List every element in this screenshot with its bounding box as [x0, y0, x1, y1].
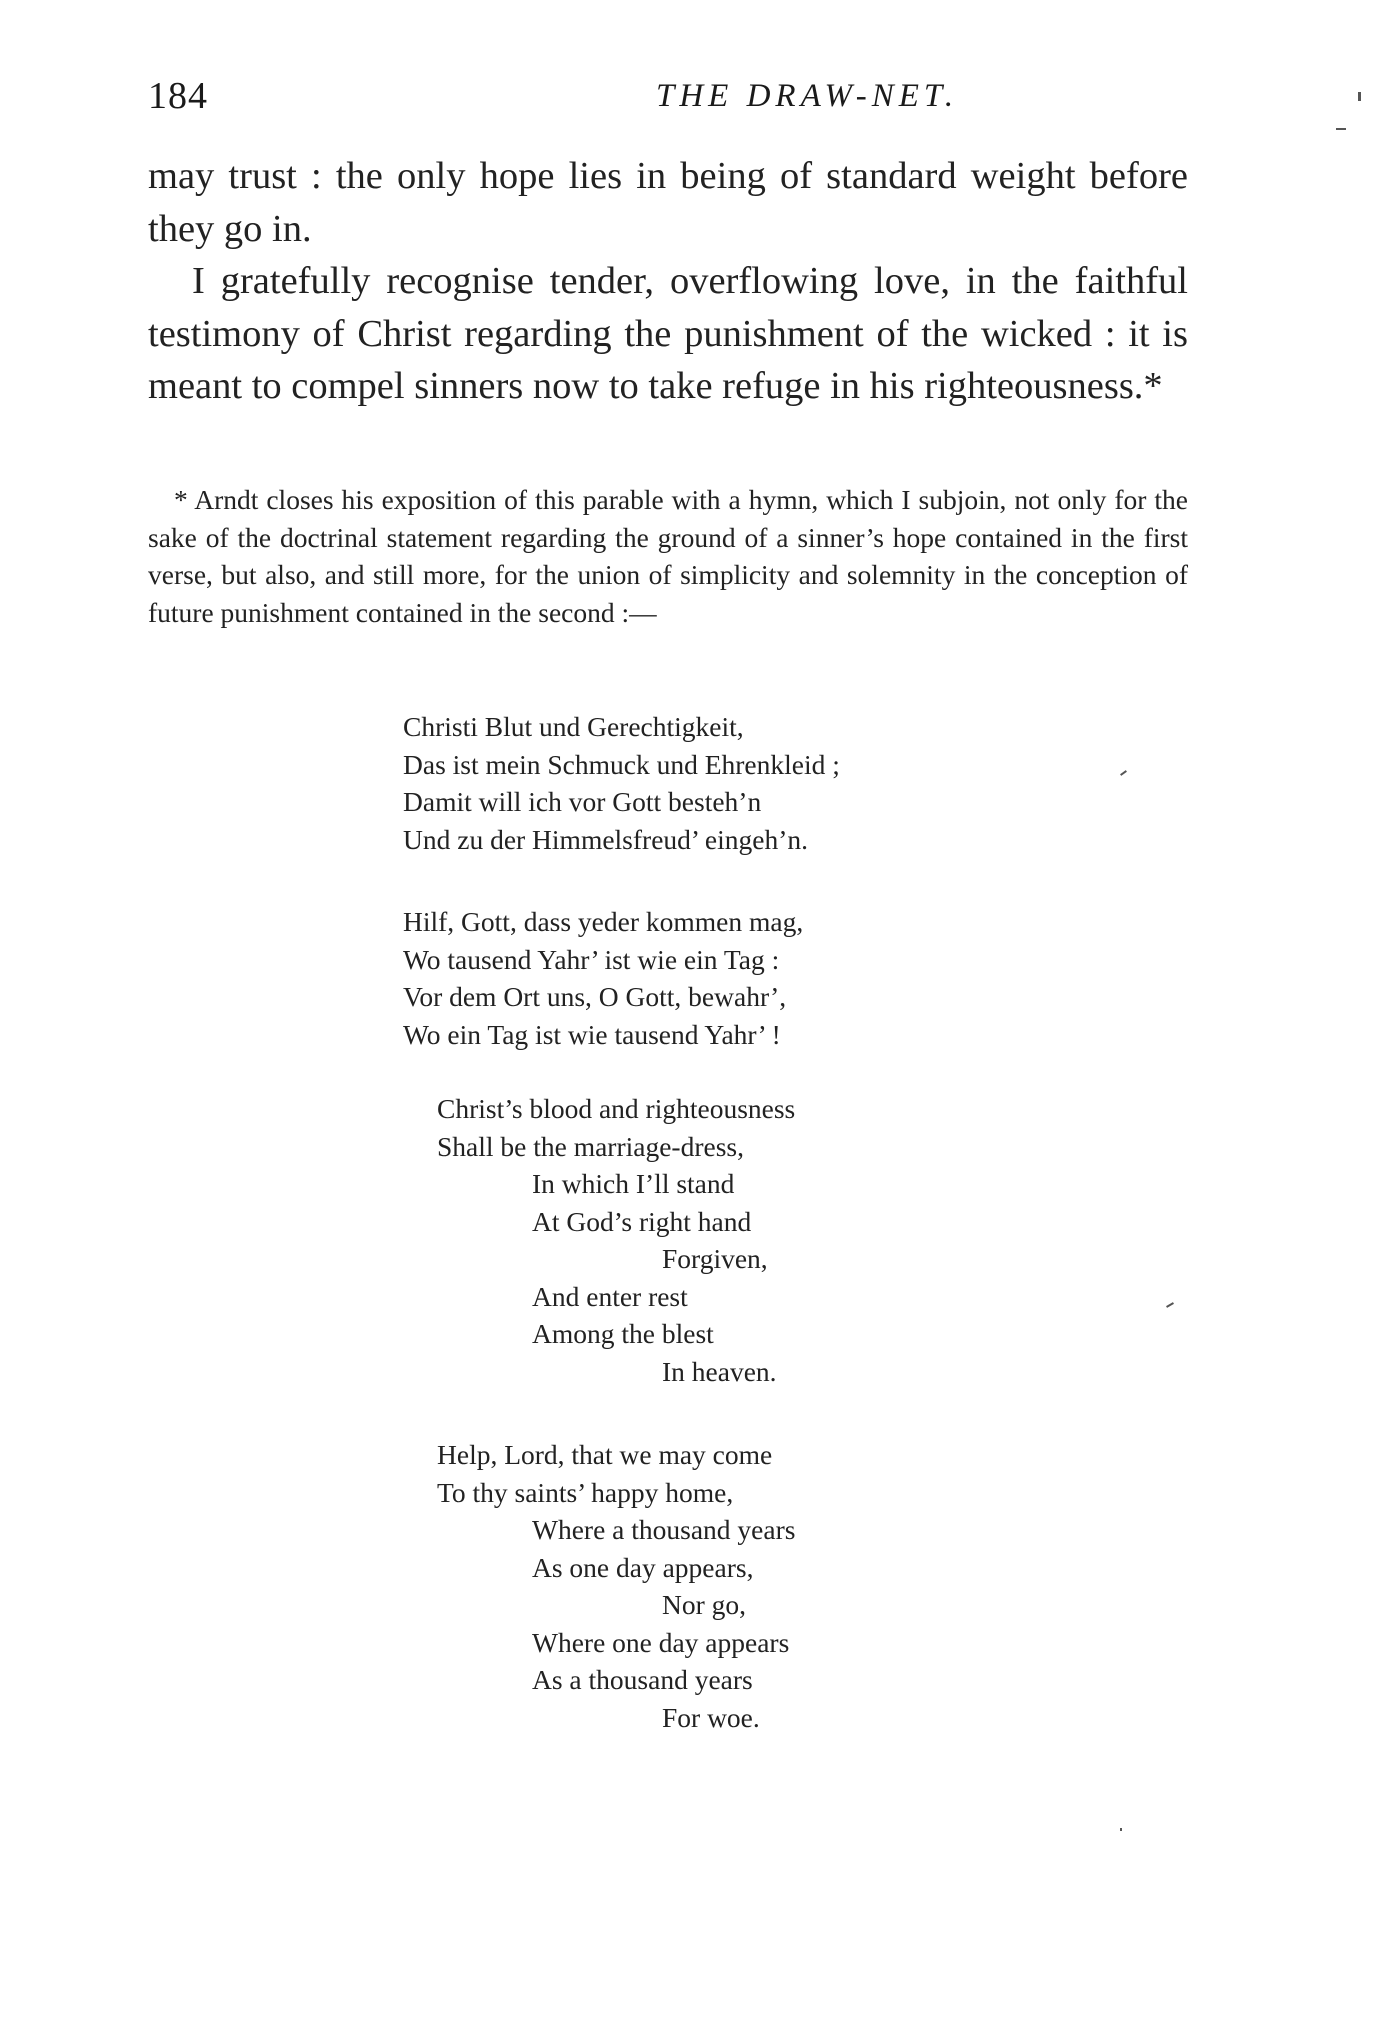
poem-line: Damit will ich vor Gott besteh’n	[403, 786, 762, 817]
german-stanza-1	[403, 708, 840, 858]
poem-line: Christ’s blood and righteousness	[437, 1093, 796, 1124]
poem-line: At God’s right hand	[532, 1205, 752, 1237]
scan-speck	[1120, 1828, 1122, 1831]
main-text	[148, 150, 1188, 413]
paragraph: I gratefully recognise tender, overflowing love, in the faithful testimony of Christ regarding the punishment of the wicked : it is meant to compel sinners now to take refuge in his righteousness.*	[148, 260, 1188, 407]
scan-speck	[1358, 92, 1361, 101]
poem-line: Among the blest	[532, 1318, 714, 1349]
poem-line: Nor go,	[662, 1589, 747, 1620]
poem-line: Forgiven,	[662, 1243, 768, 1274]
poem-line: As one day appears,	[532, 1551, 754, 1583]
german-stanza-2	[403, 903, 803, 1053]
poem-line: Christi Blut und Gerechtigkeit,	[403, 711, 744, 742]
poem-line: Wo tausend Yahr’ ist wie ein Tag :	[403, 943, 780, 975]
poem-line: In heaven.	[662, 1355, 777, 1387]
poem-line: To thy saints’ happy home,	[437, 1476, 734, 1508]
english-stanza-2	[437, 1436, 795, 1736]
scan-speck	[1120, 770, 1127, 776]
poem-line: Where one day appears	[532, 1626, 790, 1658]
poem-line: Shall be the marriage-dress,	[437, 1130, 744, 1162]
footnote: * Arndt closes his exposition of this parable with a hymn, which I subjoin, not only for the sake of the doctrinal statement regarding the ground of a sinner’s hope contained in the first verse, but also, and still more, for the union of simplicity and solemnity in the conception of future punishment contained in the second :—	[148, 484, 1188, 628]
poem-line: In which I’ll stand	[532, 1168, 735, 1199]
page-number: 184	[148, 75, 208, 117]
poem-line: Vor dem Ort uns, O Gott, bewahr’,	[403, 981, 787, 1012]
paragraph-continued: may trust : the only hope lies in being of standard weight before they go in.	[148, 155, 1188, 250]
running-title: THE DRAW-NET.	[656, 78, 959, 114]
english-stanza-1	[437, 1090, 795, 1390]
poem-line: For woe.	[662, 1701, 760, 1733]
poem-line: Wo ein Tag ist wie tausend Yahr’ !	[403, 1018, 781, 1050]
poem-line: Where a thousand years	[532, 1514, 796, 1545]
poem-line: Help, Lord, that we may come	[437, 1439, 773, 1470]
poem-line: Und zu der Himmelsfreud’ eingeh’n.	[403, 823, 808, 855]
scan-speck	[1166, 1302, 1174, 1308]
poem-line: Hilf, Gott, dass yeder kommen mag,	[403, 906, 804, 937]
scan-speck	[1336, 128, 1346, 130]
poem-line: And enter rest	[532, 1280, 688, 1312]
poem-line: As a thousand years	[532, 1664, 753, 1695]
running-header	[148, 74, 1188, 124]
poem-line: Das ist mein Schmuck und Ehrenkleid ;	[403, 748, 840, 780]
